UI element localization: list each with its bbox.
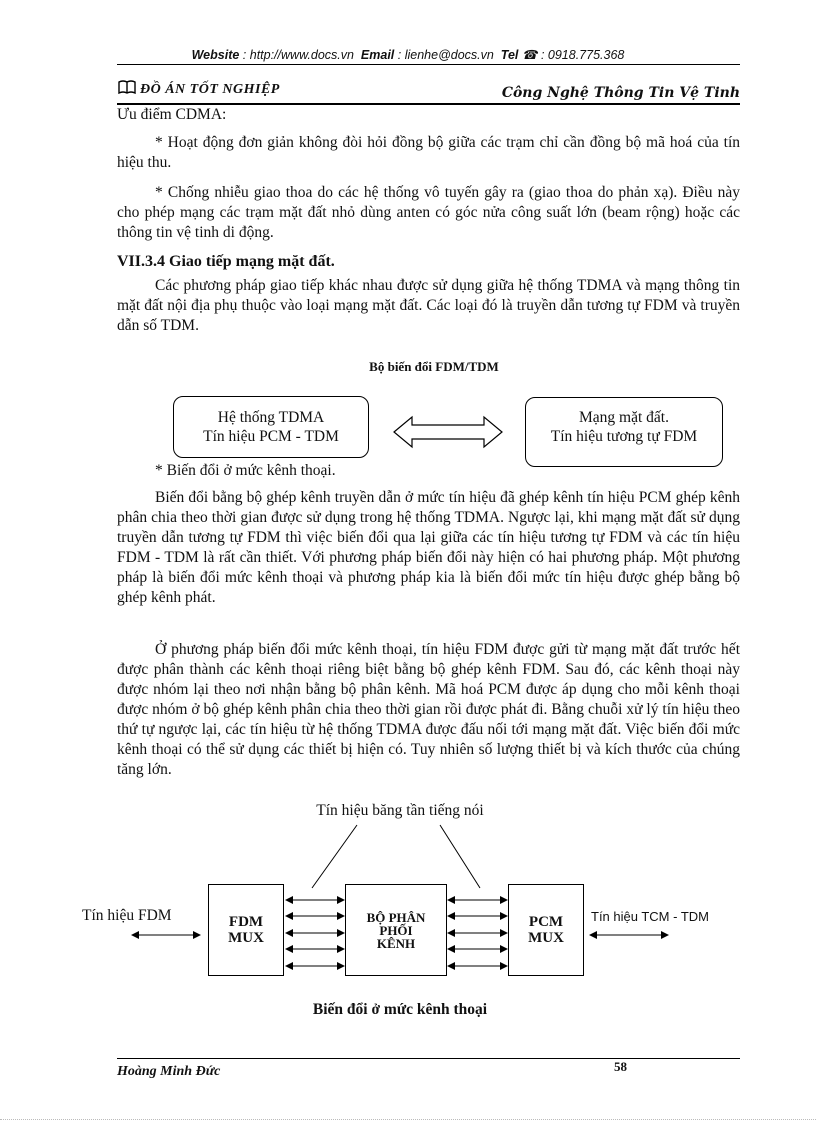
paragraph-3: Các phương pháp giao tiếp khác nhau được sử dụng giữa hệ thống TDMA và mạng thông tin mặt đất nội địa phụ thuộc vào loại mạng mặt đất. Các loại đó là truyền dẫn tương tự FDM và truyền dẫn số TDM. — [117, 277, 740, 334]
tcm-tdm-signal-label: Tín hiệu TCM - TDM — [591, 909, 709, 924]
page-number: 58 — [614, 1059, 627, 1074]
page-bottom-border — [0, 1119, 816, 1120]
pcm-mux-line2: MUX — [528, 930, 564, 946]
fdm-mux-line2: MUX — [228, 930, 264, 946]
bullet-channel-conversion: * Biến đổi ở mức kênh thoại. — [155, 462, 336, 479]
thesis-title-text: ĐỒ ÁN TỐT NGHIỆP — [140, 82, 280, 97]
center-line3: KÊNH — [376, 935, 416, 951]
channel-distribution-block — [345, 884, 447, 976]
subject-title: Công Nghệ Thông Tin Vệ Tinh — [501, 85, 740, 101]
pcm-mux-line1: PCM — [528, 914, 564, 930]
paragraph-2: * Chống nhiễu giao thoa do các hệ thống vô tuyến gây ra (giao thoa do phản xạ). Điều này cho phép mạng các trạm mặt đất nhỏ dùng anten có góc nửa công suất lớn (beam rộng) hoặc các thông tin vệ tinh di động. — [117, 184, 740, 241]
tdma-box-line2: Tín hiệu PCM - TDM — [203, 428, 339, 445]
pcm-mux-block — [508, 884, 584, 976]
email-value[interactable]: : lienhe@docs.vn — [397, 48, 494, 62]
double-arrow-icon — [392, 413, 504, 451]
center-line1: BỘ PHÂN — [366, 909, 426, 925]
voice-band-label: Tín hiệu băng tần tiếng nói — [316, 802, 484, 819]
thesis-title — [118, 80, 280, 98]
author-name: Hoàng Minh Đức — [117, 1064, 221, 1079]
paragraph-5: Ở phương pháp biến đổi mức kênh thoại, tín hiệu FDM được gửi từ mạng mặt đất trước hết được phân thành các kênh thoại riêng biệt bằng bộ ghép kênh FDM. Sau đó, các kênh thoại này được nhóm lại theo nơi nhận bằng bộ phân kênh. Mã hoá PCM được áp dụng cho mỗi kênh thoại được nhóm ở bộ ghép kênh phân chia theo thời gian rồi được phát đi. Bằng chuỗi xử lý tín hiệu theo thứ tự ngược lại, các tín hiệu từ hệ thống TDMA được đấu nối tới mạng mặt đất. Việc biến đổi mức kênh thoại có thể sử dụng các thiết bị hiện có. Tuy nhiên số lượng thiết bị và kích thước của chúng tăng lớn. — [117, 641, 740, 778]
website-label: Website — [191, 48, 240, 62]
center-line2: PHỐI — [379, 922, 413, 938]
email-label: Email — [360, 48, 395, 62]
paragraph-4: Biến đổi bằng bộ ghép kênh truyền dẫn ở mức tín hiệu đã ghép kênh tín hiệu PCM ghép kênh phân chia theo thời gian được sử dụng trong hệ thống TDMA. Ngược lại, khi mạng mặt đất sử dụng truyền dẫn tương tự FDM thì việc biến đổi qua lại giữa các tín hiệu tương tự FDM và các tín hiệu FDM - TDM là rất cần thiết. Với phương pháp biến đổi này hiện có hai phương pháp. Một phương pháp là biến đổi mức kênh thoại và phương pháp kia là biến đổi mức tín hiệu được ghép bằng bộ ghép kênh phát. — [117, 489, 740, 606]
tel-label: Tel — [500, 48, 519, 62]
fdm-mux-line1: FDM — [228, 914, 264, 930]
paragraph-1: * Hoạt động đơn giản không đòi hỏi đồng bộ giữa các trạm chỉ cần đồng bộ mã hoá của tín hiệu thu. — [117, 134, 740, 171]
section-heading: VII.3.4 Giao tiếp mạng mặt đất. — [117, 253, 335, 270]
fdm-signal-label: Tín hiệu FDM — [82, 907, 172, 924]
network-box-line1: Mạng mặt đất. — [579, 409, 669, 426]
footer-divider — [117, 1058, 740, 1059]
fdm-mux-block — [208, 884, 284, 976]
phone-icon: ☎ — [521, 48, 538, 62]
uu-diem-heading: Ưu điểm CDMA: — [117, 106, 227, 123]
header-divider — [117, 64, 740, 65]
figure-1-caption: Bộ biến đổi FDM/TDM — [369, 359, 499, 374]
terrestrial-network-box — [525, 397, 723, 467]
diagram-caption: Biến đổi ở mức kênh thoại — [312, 1001, 488, 1018]
website-value[interactable]: : http://www.docs.vn — [242, 48, 354, 62]
tdma-box-line1: Hệ thống TDMA — [217, 409, 325, 426]
book-icon — [118, 82, 140, 97]
website-header — [0, 47, 816, 62]
tdma-system-box — [173, 396, 369, 458]
network-box-line2: Tín hiệu tương tự FDM — [550, 428, 698, 445]
tel-value: : 0918.775.368 — [540, 48, 625, 62]
